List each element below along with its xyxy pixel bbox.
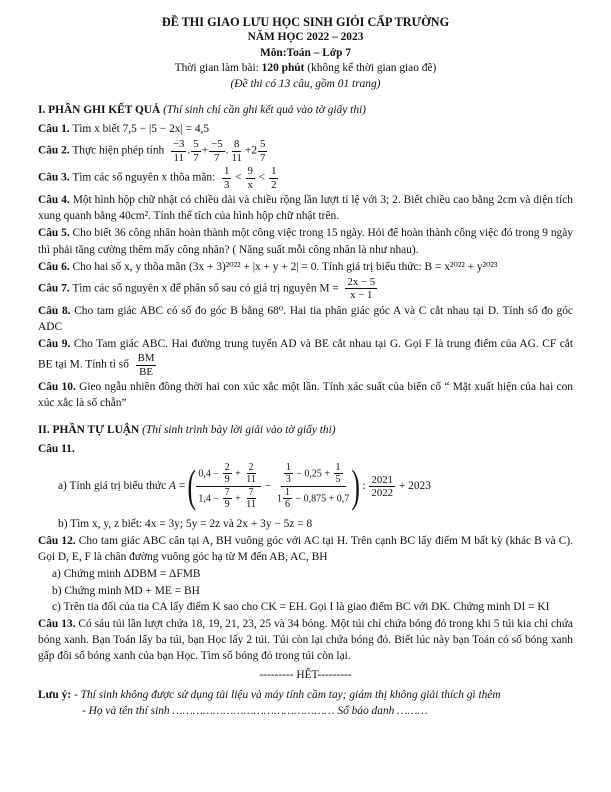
question-4: Câu 4. Một hình hộp chữ nhật có chiều dài và chiều rộng lần lượt tỉ lệ với 3; 2. Biết chiều cao bằng 2cm và diện tích xung quanh bằng 40cm². Tính thể tích của hình hộp chữ nhật trên. xyxy=(38,194,573,223)
question-12-items xyxy=(52,566,573,615)
question-6: Câu 6. Cho hai số x, y thõa mãn (3x + 3)²⁰²² + |x + y + 2| = 0. Tính giá trị biểu thức: B = x²⁰²² + y²⁰²³ xyxy=(38,260,498,273)
question-12a: a) Chứng minh ΔDBM = ΔFMB xyxy=(52,568,201,581)
time-info: Thời gian làm bài: 120 phút (không kể thời gian giao đề) xyxy=(174,62,437,75)
question-10: Câu 10. Gieo ngẫu nhiên đồng thời hai con xúc xắc một lần. Tính xác suất của biến cố “ Mặt xuất hiện của hai con xúc xắc là số chẵn” xyxy=(38,381,573,410)
question-12b: b) Chứng minh MD + ME = BH xyxy=(52,584,200,597)
section-2-title: II. PHẦN TỰ LUẬN (Thí sinh trình bày lời giải vào tờ giấy thi) xyxy=(38,423,336,436)
question-9: Câu 9. Cho Tam giác ABC. Hai đường trung tuyến AD và BE cắt nhau tại G. Gọi F là trung điểm của AG. CF cắt BE tại M. Tính tỉ số $\frac{BM}{BE}$ xyxy=(38,338,573,378)
question-13: Câu 13. Có sáu túi lần lượt chứa 18, 19, 21, 23, 25 và 34 bóng. Một túi chỉ chứa bóng đỏ trong khi 5 túi kia chỉ chứa bóng xanh. Bạn Toán lấy ba túi, bạn Học lấy 2 túi. Túi còn lại chứa bóng đỏ. Biết lúc này bạn Toán có số bóng xanh gấp đôi số bóng xanh của bạn Học. Tìm số bóng đỏ trong túi còn lại. xyxy=(38,618,573,663)
question-11a: a) Tính giá trị biểu thức A = ( 0,4 − $\frac{2}{9}$ + $\frac{2}{11}$ 1,4 − $\frac{7}{9}$ + $\frac{7}{11}$ − $\frac{1}{3}$ − 0,25 + $\frac{1}{5}$ 1 $\frac{1}{6}$ − 0,875 + 0,7 ) : 2021 2022 + 2023 xyxy=(58,460,431,512)
subject: Môn:Toán – Lớp 7 xyxy=(259,46,352,59)
school-year: NĂM HỌC 2022 – 2023 xyxy=(247,31,364,44)
footer-note-2: - Họ và tên thí sinh ………………………………………… Số báo danh ……… xyxy=(82,704,428,717)
footer-notes xyxy=(38,687,573,719)
question-5: Câu 5. Cho biết 36 công nhân hoàn thành một công việc trong 15 ngày. Hỏi để hoàn thành công việc đó trong 9 ngày thì phải tăng cường thêm mấy công nhân? ( Năng suất mỗi công nhân là như nhau). xyxy=(38,227,573,256)
question-7: Câu 7. Tìm các số nguyên x để phân số sau có giá trị nguyên M = $\frac{2x - 5}{x - 1}$ xyxy=(38,275,376,302)
question-2: Câu 2. Thực hiện phép tính $\frac{-3}{11}$ . $\frac{5}{7}$ + $\frac{-5}{7}$ . $\frac{8}{11}$ +2 $\frac{5}{7}$ xyxy=(38,138,266,164)
question-11: Câu 11. xyxy=(38,442,75,455)
exam-title: ĐỀ THI GIAO LƯU HỌC SINH GIỎI CẤP TRƯỜNG xyxy=(161,15,450,29)
question-1: Câu 1. Tìm x biết 7,5 − |5 − 2x| = 4,5 xyxy=(38,123,210,136)
section-1-title: I. PHẦN GHI KẾT QUẢ (Thí sinh chỉ cần ghi kết quả vào tờ giấy thi) xyxy=(38,104,366,117)
question-3: Câu 3. Tìm các số nguyên x thõa mãn: $\frac{1}{3}$ < $\frac{9}{x}$ < $\frac{1}{2}$ xyxy=(38,165,277,191)
end-marker: --------- HẾT--------- xyxy=(259,668,352,681)
question-8: Câu 8. Cho tam giác ABC có số đo góc B bằng 68⁰. Hai tia phân giác góc A và C cắt nhau tại D. Tính số đo góc ADC xyxy=(38,304,573,333)
question-11b: b) Tìm x, y, z biết: 4x = 3y; 5y = 2z và 2x + 3y − 5z = 8 xyxy=(58,517,313,530)
question-12: Câu 12. Cho tam giác ABC cân tại A, BH vuông góc với AC tại H. Trên cạnh BC lấy điểm M bất kỳ (khác B và C). Gọi D, E, F là chân đường vuông góc hạ từ M đến AB, AC, BH xyxy=(38,535,574,564)
exam-header xyxy=(38,14,573,92)
question-12c: c) Trên tia đối của tia CA lấy điểm K sao cho CK = EH. Gọi I là giao điểm BC với DK. Chứng minh DI = KI xyxy=(52,600,550,613)
footer-note-1: Lưu ý: - Thí sinh không được sử dụng tài liệu và máy tính cầm tay; giám thị không giải thích gì thêm xyxy=(38,688,501,701)
page-note: (Đề thi có 13 câu, gồm 01 trang) xyxy=(230,77,381,90)
